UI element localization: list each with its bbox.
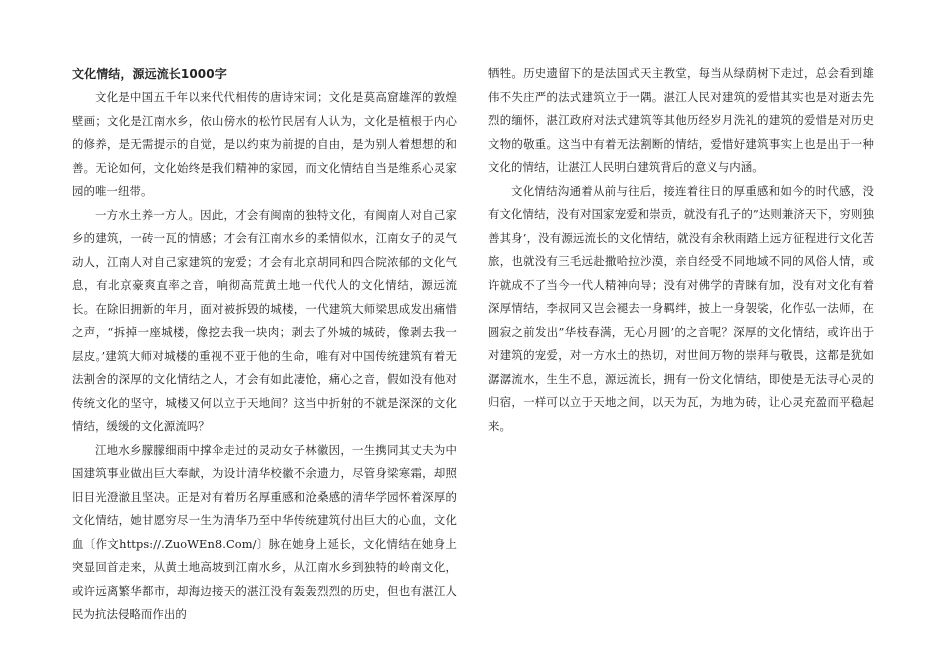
article-title: 文化情结，源远流长1000字	[72, 67, 227, 81]
paragraph: 文化情结沟通着从前与往后，接连着往日的厚重感和如今的时代感，没有文化情结，没有对国家宠爱和崇贡，就没有孔子的”达则兼济天下，穷则独善其身’，没有源远流长的文化情结，就没有余秋雨踏上远方征程进行文化苦旅，也就没有三毛远赴撒哈拉沙漠，亲自经受不同地域不同的风俗人情，或许就成不了当今一代人精神向导；没有对佛学的青睐有加，没有对文化有着深厚情结，李叔同又岂会褪去一身羁绊，披上一身袈裟，化作弘一法师，在圆寂之前发出”华枝春满，无心月圆’的之音呢？深厚的文化情结，或许出于对建筑的宠爱，对一方水土的热切，对世间万物的崇拜与敬畏，这都是犹如潺潺流水，生生不息，源远流长，拥有一份文化情结，即使是无法寻心灵的归宿，一样可以立于天地之间，以天为瓦，为地为砖，让心灵充盈而平稳起来。	[488, 183, 874, 433]
paragraph-continuation: 牺牲。历史遗留下的是法国式天主教堂，每当从绿荫树下走过，总会看到雄伟不失庄严的法式建筑立于一隅。湛江人民对建筑的爱惜其实也是对逝去先烈的缅怀，湛江政府对法式建筑等其他历经岁月洗礼的建筑的爱惜是对历史文物的敬重。这当中有着无法割断的情结，爱惜好建筑事实上也是出于一种文化的情结，让湛江人民明白建筑背后的意义与内涵。	[488, 66, 874, 174]
right-column	[488, 62, 874, 438]
paragraph: 一方水土养一方人。因此，才会有闽南的独特文化，有闽南人对自己家乡的建筑，一砖一瓦的情感；才会有江南水乡的柔情似水，江南女子的灵气动人，江南人对自己家建筑的宠爱；才会有北京胡同和四合院浓郁的文化气息，有北京豪爽直率之音，响彻高荒黄土地一代代人的文化情结，源远流长。在除旧拥新的年月，面对被拆毁的城楼，一代建筑大师梁思成发出痛惜之声，“拆掉一座城楼，像挖去我一块肉；剥去了外城的城砖，像剥去我一层皮。’建筑大师对城楼的重视不亚于他的生命，唯有对中国传统建筑有着无法割舍的深厚的文化情结之人，才会有如此凄怆，痛心之音，假如没有他对传统文化的坚守，城楼又何以立于天地间？这当中折射的不就是深深的文化情结，缓缓的文化源流吗？	[72, 207, 457, 433]
paragraph: 文化是中国五千年以来代代相传的唐诗宋词；文化是莫高窟雄浑的敦煌壁画；文化是江南水乡，依山傍水的松竹民居有人认为，文化是植根于内心的修养，是无需提示的自觉，是以约束为前提的自由，是为别人着想想的和善。无论如何，文化始终是我们精神的家园，而文化情结自当是维系心灵家园的唯一纽带。	[72, 90, 457, 198]
left-column	[72, 62, 457, 627]
paragraph: 江地水乡朦朦细雨中撑伞走过的灵动女子林徽因，一生携同其丈夫为中国建筑事业做出巨大奉献，为设计清华校徽不余遗力，尽管身梁寒霜，却照旧目光澄澈且坚决。正是对有着历名厚重感和沧桑感的清华学园怀着深厚的文化情结，她甘愿穷尽一生为清华乃至中华传统建筑付出巨大的心血，文化血〔作文https://.ZuoWEn8.Com/〕脉在她身上延长，文化情结在她身上突显回首走来，从黄土地高坡到江南水乡，从江南水乡到独特的岭南文化，或许远离繁华都市，却海边接天的湛江没有轰轰烈烈的历史，但也有湛江人民为抗法侵略而作出的	[72, 442, 457, 621]
